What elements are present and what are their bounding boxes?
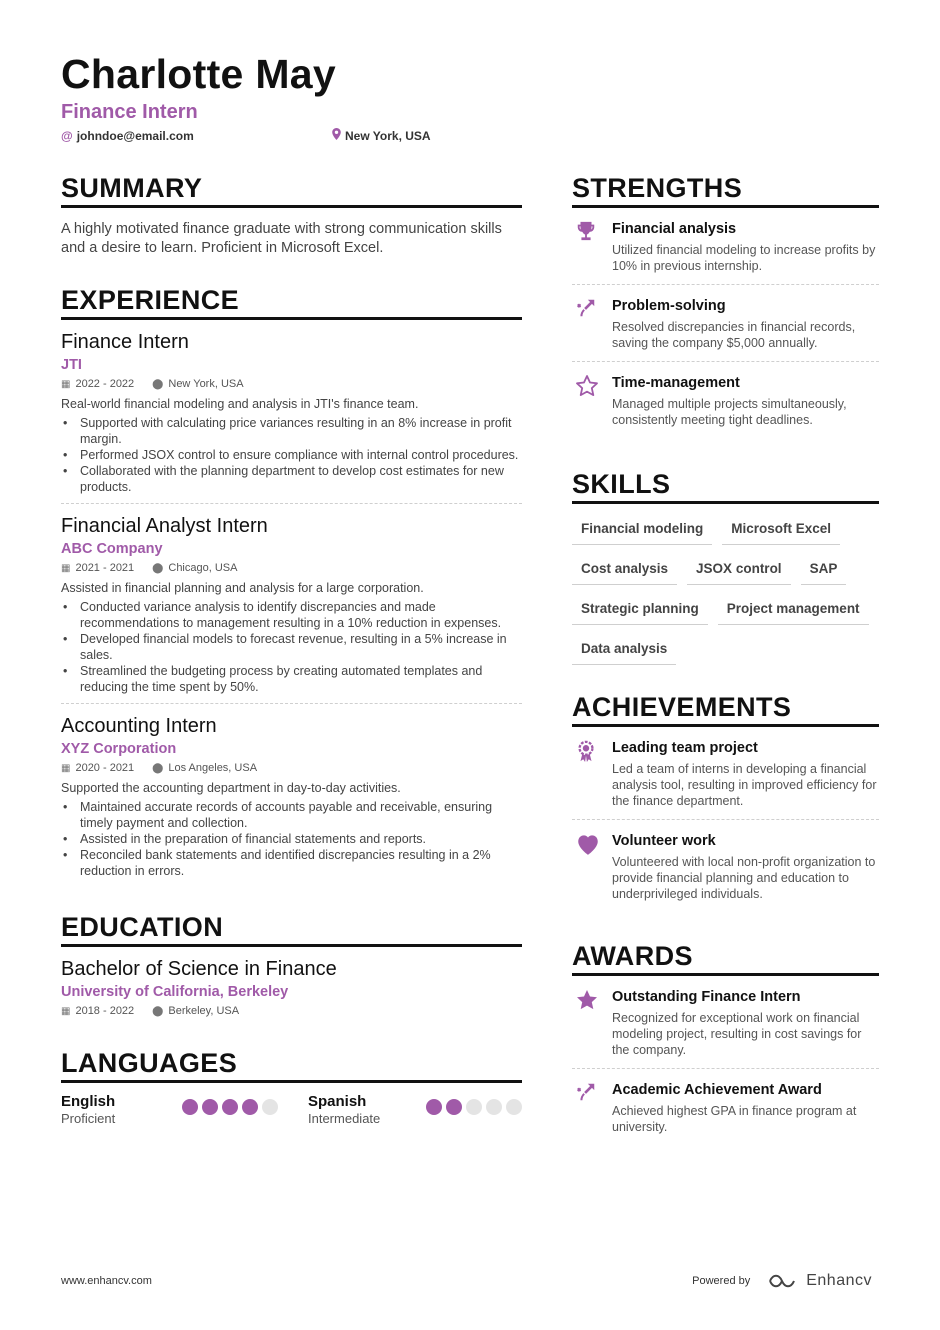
heart-icon <box>572 832 612 902</box>
experience-heading: EXPERIENCE <box>61 284 522 320</box>
bullet-item: • Reconciled bank statements and identified discrepancies resulting in a 2% reduction in errors. <box>61 847 522 879</box>
achievement-item <box>572 820 879 912</box>
job-meta <box>61 561 522 576</box>
education-school: University of California, Berkeley <box>61 984 289 1000</box>
skills-section <box>572 468 879 665</box>
calendar-icon: ▦ <box>61 563 71 574</box>
education-degree: Bachelor of Science in Finance <box>61 958 337 980</box>
rating-dot <box>506 1099 522 1115</box>
experience-section <box>61 284 522 887</box>
awards-heading: AWARDS <box>572 940 879 976</box>
language-item <box>61 1093 308 1127</box>
summary-section <box>61 172 522 258</box>
education-location: Berkeley, USA <box>168 1005 240 1017</box>
achievements-heading: ACHIEVEMENTS <box>572 691 879 727</box>
powered-by-label: Powered by <box>692 1275 751 1287</box>
bullet-item: • Conducted variance analysis to identify discrepancies and made recommendations to management resulting in a 10% reduction in expenses. <box>61 599 522 631</box>
bullet-item: • Developed financial models to forecast revenue, resulting in a 5% increase in sales. <box>61 631 522 663</box>
bullet-item: • Maintained accurate records of accounts payable and receivable, ensuring timely payment and collection. <box>61 799 522 831</box>
experience-item <box>61 504 522 704</box>
strength-item-body <box>612 220 879 274</box>
education-section <box>61 911 522 1019</box>
skill-tag: SAP <box>801 556 847 585</box>
skill-tag: Strategic planning <box>572 596 708 625</box>
email-text: johndoe@email.com <box>76 128 194 143</box>
language-rating <box>426 1099 522 1115</box>
candidate-role: Finance Intern <box>61 101 198 123</box>
location-pin-icon: ⬤ <box>152 563 164 574</box>
arrows-icon <box>572 297 612 351</box>
job-bullets <box>61 415 522 495</box>
strength-item-title: Financial analysis <box>612 221 737 237</box>
bullet-item: • Assisted in the preparation of financial statements and reports. <box>61 831 522 847</box>
job-location: Chicago, USA <box>168 562 238 574</box>
awards-list <box>572 976 879 1145</box>
at-icon: @ <box>61 128 73 143</box>
candidate-name: Charlotte May <box>61 51 337 97</box>
calendar-icon: ▦ <box>61 1006 71 1017</box>
job-description: Real-world financial modeling and analysis in JTI's finance team. <box>61 397 419 411</box>
experience-item <box>61 320 522 504</box>
achievement-item-description: Led a team of interns in developing a financial analysis tool, resulting in improved efficiency for the finance department. <box>612 762 877 808</box>
strength-item-title: Problem-solving <box>612 298 726 314</box>
strength-item-description: Utilized financial modeling to increase profits by 10% in previous internship. <box>612 243 876 273</box>
star-icon <box>572 988 612 1058</box>
job-location: New York, USA <box>168 378 244 390</box>
rating-dot <box>182 1099 198 1115</box>
award-item <box>572 976 879 1069</box>
job-bullets <box>61 599 522 695</box>
skill-tag: JSOX control <box>687 556 791 585</box>
strength-item-body <box>612 297 879 351</box>
experience-list <box>61 320 522 887</box>
language-level: Proficient <box>61 1111 116 1126</box>
rating-dot <box>262 1099 278 1115</box>
footer-website[interactable]: www.enhancv.com <box>61 1275 152 1287</box>
job-dates: 2020 - 2021 <box>75 762 135 774</box>
right-column <box>572 172 879 1171</box>
award-item-title: Outstanding Finance Intern <box>612 989 801 1005</box>
languages-section <box>61 1047 522 1127</box>
contact-email[interactable] <box>61 128 332 143</box>
skill-tag: Financial modeling <box>572 516 712 545</box>
job-title: Financial Analyst Intern <box>61 515 268 537</box>
trophy-icon <box>572 220 612 274</box>
strength-item-description: Managed multiple projects simultaneously, consistently meeting tight deadlines. <box>612 397 847 427</box>
strengths-list <box>572 208 879 438</box>
job-title: Accounting Intern <box>61 715 217 737</box>
powered-by <box>692 1272 872 1290</box>
resume-header <box>61 50 881 143</box>
job-bullets <box>61 799 522 879</box>
skill-tag: Cost analysis <box>572 556 677 585</box>
strengths-heading: STRENGTHS <box>572 172 879 208</box>
arrows-icon <box>572 1081 612 1135</box>
star-outline-icon <box>572 374 612 428</box>
languages-list <box>61 1093 522 1127</box>
language-item <box>308 1093 522 1127</box>
rating-dot <box>486 1099 502 1115</box>
strength-item <box>572 208 879 285</box>
awards-section <box>572 940 879 1145</box>
rating-dot <box>222 1099 238 1115</box>
award-item-body <box>612 988 879 1058</box>
job-meta <box>61 761 522 776</box>
strength-item-body <box>612 374 879 428</box>
award-item-title: Academic Achievement Award <box>612 1082 822 1098</box>
achievements-list <box>572 727 879 912</box>
language-name: English <box>61 1093 116 1110</box>
calendar-icon: ▦ <box>61 379 71 390</box>
achievement-item <box>572 727 879 820</box>
job-dates: 2022 - 2022 <box>75 378 135 390</box>
experience-item <box>61 704 522 887</box>
job-description: Supported the accounting department in day-to-day activities. <box>61 781 401 795</box>
footer <box>61 1272 872 1290</box>
location-pin-icon: ⬤ <box>152 379 164 390</box>
award-item-description: Achieved highest GPA in finance program at university. <box>612 1104 857 1134</box>
language-rating <box>182 1099 278 1115</box>
award-item <box>572 1069 879 1145</box>
company-name: ABC Company <box>61 541 163 557</box>
achievement-item-description: Volunteered with local non-profit organization to provide financial planning and education to underprivileged individuals. <box>612 855 876 901</box>
skill-tag: Data analysis <box>572 636 676 665</box>
award-item-description: Recognized for exceptional work on financial modeling project, resulting in cost savings for the company. <box>612 1011 862 1057</box>
education-meta <box>61 1004 522 1019</box>
summary-heading: SUMMARY <box>61 172 522 208</box>
contact-info <box>61 128 881 143</box>
summary-text: A highly motivated finance graduate with strong communication skills and a desire to learn. Proficient in Microsoft Excel. <box>61 221 502 256</box>
strengths-section <box>572 172 879 438</box>
languages-heading: LANGUAGES <box>61 1047 522 1083</box>
achievement-item-body <box>612 832 879 902</box>
rating-dot <box>466 1099 482 1115</box>
location-pin-icon <box>332 128 341 143</box>
strength-item <box>572 285 879 362</box>
job-meta <box>61 377 522 392</box>
bullet-item: • Performed JSOX control to ensure compliance with internal control procedures. <box>61 447 522 463</box>
calendar-icon: ▦ <box>61 763 71 774</box>
enhancv-logo[interactable] <box>768 1272 872 1290</box>
job-description: Assisted in financial planning and analysis for a large corporation. <box>61 581 424 595</box>
achievement-item-title: Leading team project <box>612 740 758 756</box>
bullet-item: • Collaborated with the planning department to develop cost estimates for new products. <box>61 463 522 495</box>
achievement-item-title: Volunteer work <box>612 833 716 849</box>
bullet-item: • Streamlined the budgeting process by creating automated templates and reducing the time spent by 50%. <box>61 663 522 695</box>
rating-dot <box>202 1099 218 1115</box>
education-heading: EDUCATION <box>61 911 522 947</box>
skills-list <box>572 516 879 665</box>
award-item-body <box>612 1081 879 1135</box>
achievement-item-body <box>612 739 879 809</box>
rating-dot <box>426 1099 442 1115</box>
language-info <box>61 1093 115 1127</box>
job-dates: 2021 - 2021 <box>75 562 135 574</box>
language-name: Spanish <box>308 1093 367 1110</box>
language-level: Intermediate <box>308 1111 381 1126</box>
skills-heading: SKILLS <box>572 468 879 504</box>
strength-item-title: Time-management <box>612 375 740 391</box>
enhancv-logo-icon <box>768 1273 800 1289</box>
location-text: New York, USA <box>345 128 431 143</box>
rating-dot <box>446 1099 462 1115</box>
contact-location <box>332 128 431 143</box>
bullet-item: • Supported with calculating price variances resulting in an 8% increase in profit margin. <box>61 415 522 447</box>
skill-tag: Project management <box>718 596 869 625</box>
achievements-section <box>572 691 879 912</box>
job-location: Los Angeles, USA <box>168 762 258 774</box>
education-dates: 2018 - 2022 <box>75 1005 135 1017</box>
rating-dot <box>242 1099 258 1115</box>
strength-item <box>572 362 879 438</box>
company-name: JTI <box>61 357 82 373</box>
job-title: Finance Intern <box>61 331 189 353</box>
company-name: XYZ Corporation <box>61 741 177 757</box>
brand-name: Enhancv <box>806 1272 872 1289</box>
medal-icon <box>572 739 612 809</box>
skill-tag: Microsoft Excel <box>722 516 840 545</box>
strength-item-description: Resolved discrepancies in financial records, saving the company $5,000 annually. <box>612 320 856 350</box>
location-pin-icon: ⬤ <box>152 1006 164 1017</box>
language-info <box>308 1093 380 1127</box>
left-column <box>61 172 522 1153</box>
location-pin-icon: ⬤ <box>152 763 164 774</box>
